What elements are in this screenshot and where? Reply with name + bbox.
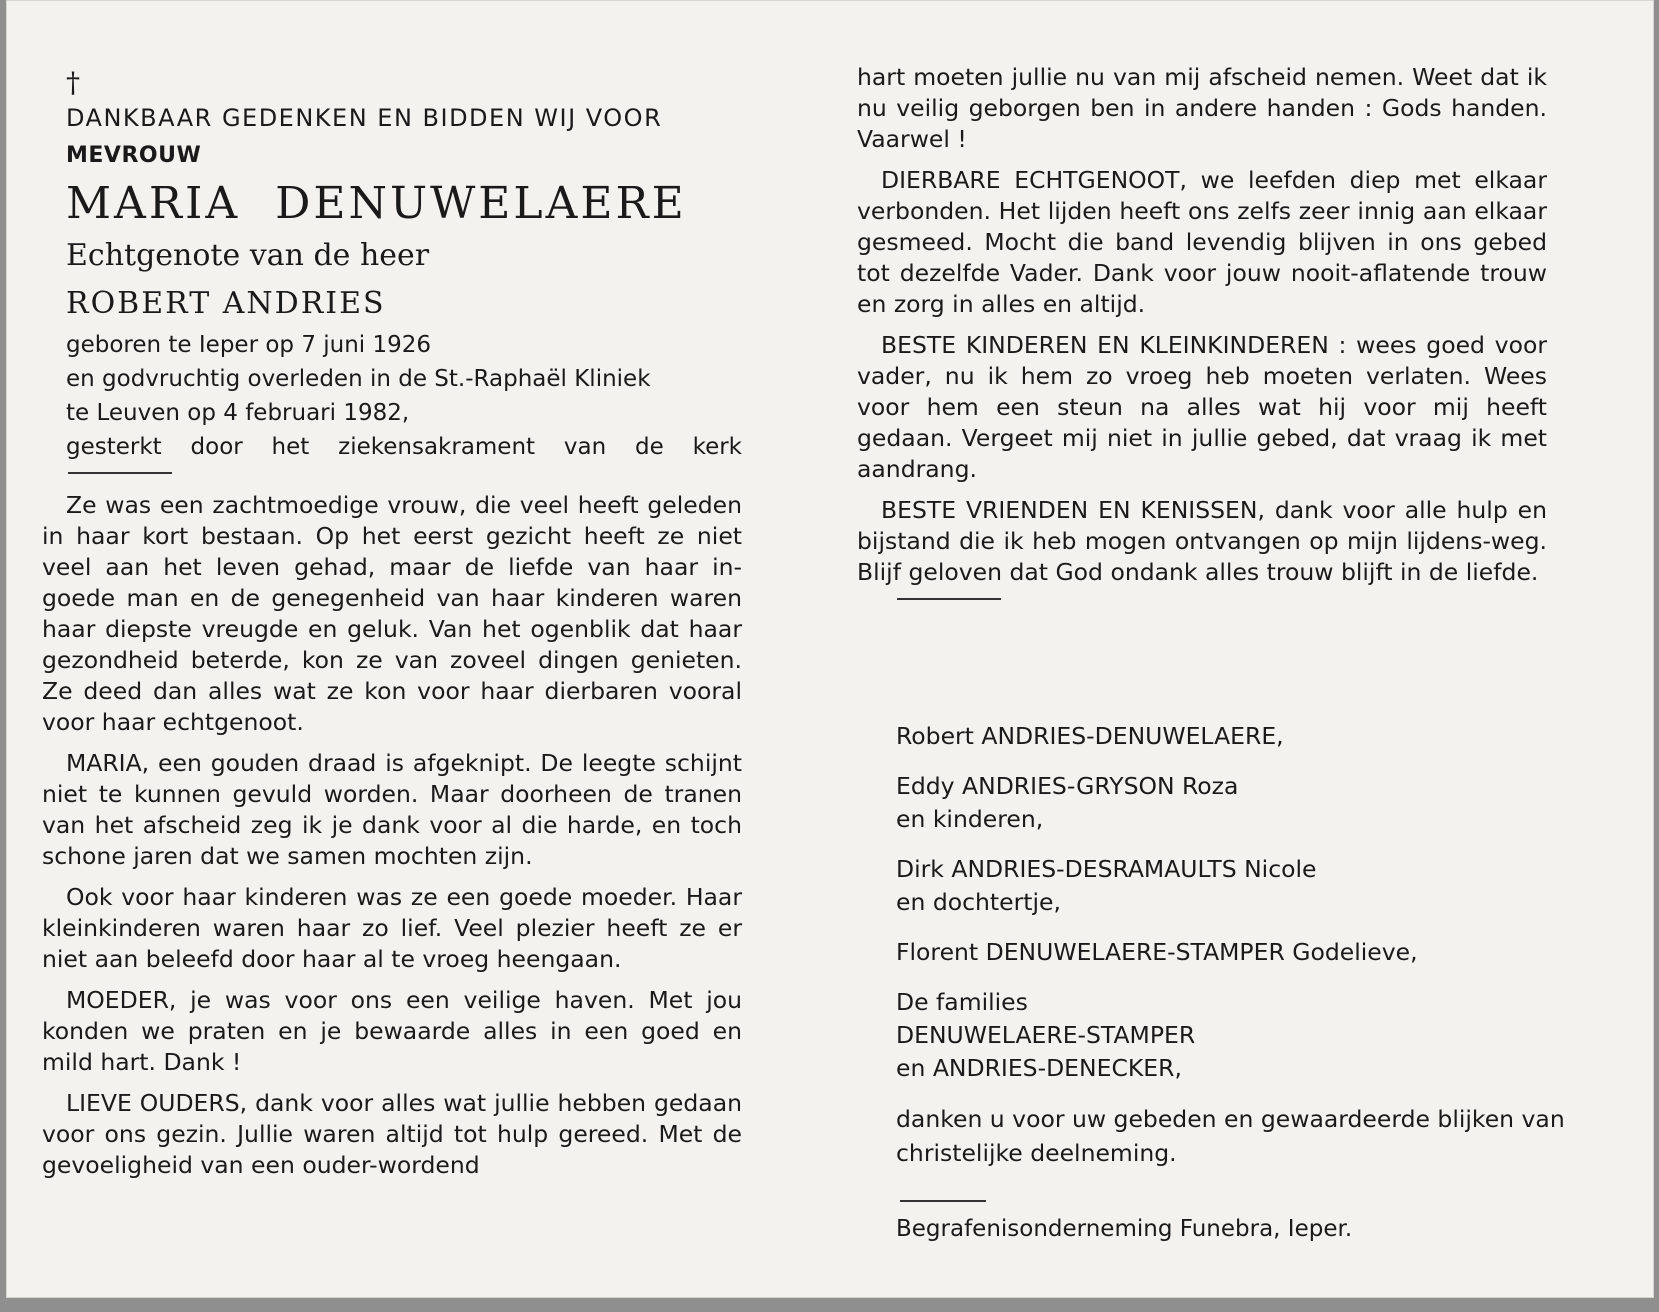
undertaker-line: Begrafenisonderneming Funebra, Ieper. [896, 1216, 1353, 1242]
family-line: De families [896, 988, 1028, 1016]
deceased-name: MARIA DENUWELAERE [66, 178, 687, 229]
paragraph: Ook voor haar kinderen was ze een goede moeder. Haar kleinkinderen waren haar zo lief. Veel plezier heeft ze er niet aan beleefd door haar al te vroeg heengaan. [42, 883, 742, 973]
paragraph: MARIA, een gouden draad is afgeknipt. De leegte schijnt niet te kunnen gevuld worden. Maar doorheen de tranen van het afscheid zeg ik je dank voor al die harde, en toch schone jaren dat we samen mochten zijn. [42, 749, 742, 870]
family-line: en dochtertje, [896, 888, 1061, 916]
birth-line: geboren te Ieper op 7 juni 1926 [66, 332, 432, 358]
family-group [896, 720, 1596, 753]
cross-icon: † [66, 66, 80, 99]
spouse-intro: Echtgenote van de heer [66, 238, 430, 273]
intro-line: DANKBAAR GEDENKEN EN BIDDEN WIJ VOOR [66, 104, 663, 132]
left-column [42, 66, 742, 1191]
family-group [896, 986, 1596, 1085]
divider [900, 1200, 986, 1202]
family-line: DENUWELAERE-STAMPER [896, 1021, 1196, 1049]
divider [68, 472, 172, 474]
divider [897, 598, 1001, 600]
paragraph: BESTE VRIENDEN EN KENISSEN, dank voor alle hulp en bijstand die ik heb mogen ontvangen op mijn lijdens-weg. Blijf geloven dat God ondank alles trouw blijft in de liefde. [857, 496, 1547, 586]
family-line: en ANDRIES-DENECKER, [896, 1054, 1182, 1082]
title-mevrouw: MEVROUW [66, 143, 202, 168]
family-line: en kinderen, [896, 805, 1044, 833]
death-place-line: te Leuven op 4 februari 1982, [66, 400, 410, 426]
paragraph: BESTE KINDEREN EN KLEINKINDEREN : wees goed voor vader, nu ik hem zo vroeg heb moeten verlaten. Wees voor hem een steun na alles wat hij voor mij heeft gedaan. Vergeet mij niet in jullie gebed, dat vraag ik met aandrang. [857, 331, 1547, 483]
right-column [857, 62, 1557, 600]
paragraph: hart moeten jullie nu van mij afscheid nemen. Weet dat ik nu veilig geborgen ben in andere handen : Gods handen. Vaarwel ! [857, 63, 1547, 153]
family-line: Dirk ANDRIES-DESRAMAULTS Nicole [896, 855, 1317, 883]
paragraph: LIEVE OUDERS, dank voor alles wat jullie hebben gedaan voor ons gezin. Jullie waren altijd tot hulp gereed. Met de gevoeligheid van een ouder-wordend [42, 1089, 742, 1179]
paragraph: Ze was een zachtmoedige vrouw, die veel heeft geleden in haar kort bestaan. Op het eerst gezicht heeft ze niet veel aan het leven gehad, maar de liefde van haar in-goede man en de genegenheid van haar kinderen waren haar diepste vreugde en geluk. Van het ogenblik dat haar gezondheid beterde, kon ze van zoveel dingen genieten. Ze deed dan alles wat ze kon voor haar dierbaren vooral voor haar echtgenoot. [42, 491, 742, 736]
family-line: Eddy ANDRIES-GRYSON Roza [896, 772, 1239, 800]
memorial-card [6, 0, 1654, 1298]
paragraph: MOEDER, je was voor ons een veilige haven. Met jou konden we praten en je bewaarde alles in een goed en mild hart. Dank ! [42, 986, 742, 1076]
death-line: en godvruchtig overleden in de St.-Raphaël Kliniek [66, 366, 651, 392]
family-group [896, 770, 1596, 836]
family-group [896, 936, 1596, 969]
family-line: Florent DENUWELAERE-STAMPER Godelieve, [896, 938, 1418, 966]
thanks-text: danken u voor uw gebeden en gewaardeerde blijken van christelijke deelneming. [896, 1105, 1565, 1167]
family-group [896, 853, 1596, 919]
family-list [896, 720, 1596, 1246]
sacrament-line: gesterkt door het ziekensakrament van de kerk [66, 434, 742, 460]
spouse-name: ROBERT ANDRIES [66, 286, 386, 321]
family-line: Robert ANDRIES-DENUWELAERE, [896, 722, 1284, 750]
paragraph: DIERBARE ECHTGENOOT, we leefden diep met elkaar verbonden. Het lijden heeft ons zelfs zeer innig aan elkaar gesmeed. Mocht die band levendig blijven in ons gebed tot dezelfde Vader. Dank voor jouw nooit-aflatende trouw en zorg in alles en altijd. [857, 166, 1547, 318]
